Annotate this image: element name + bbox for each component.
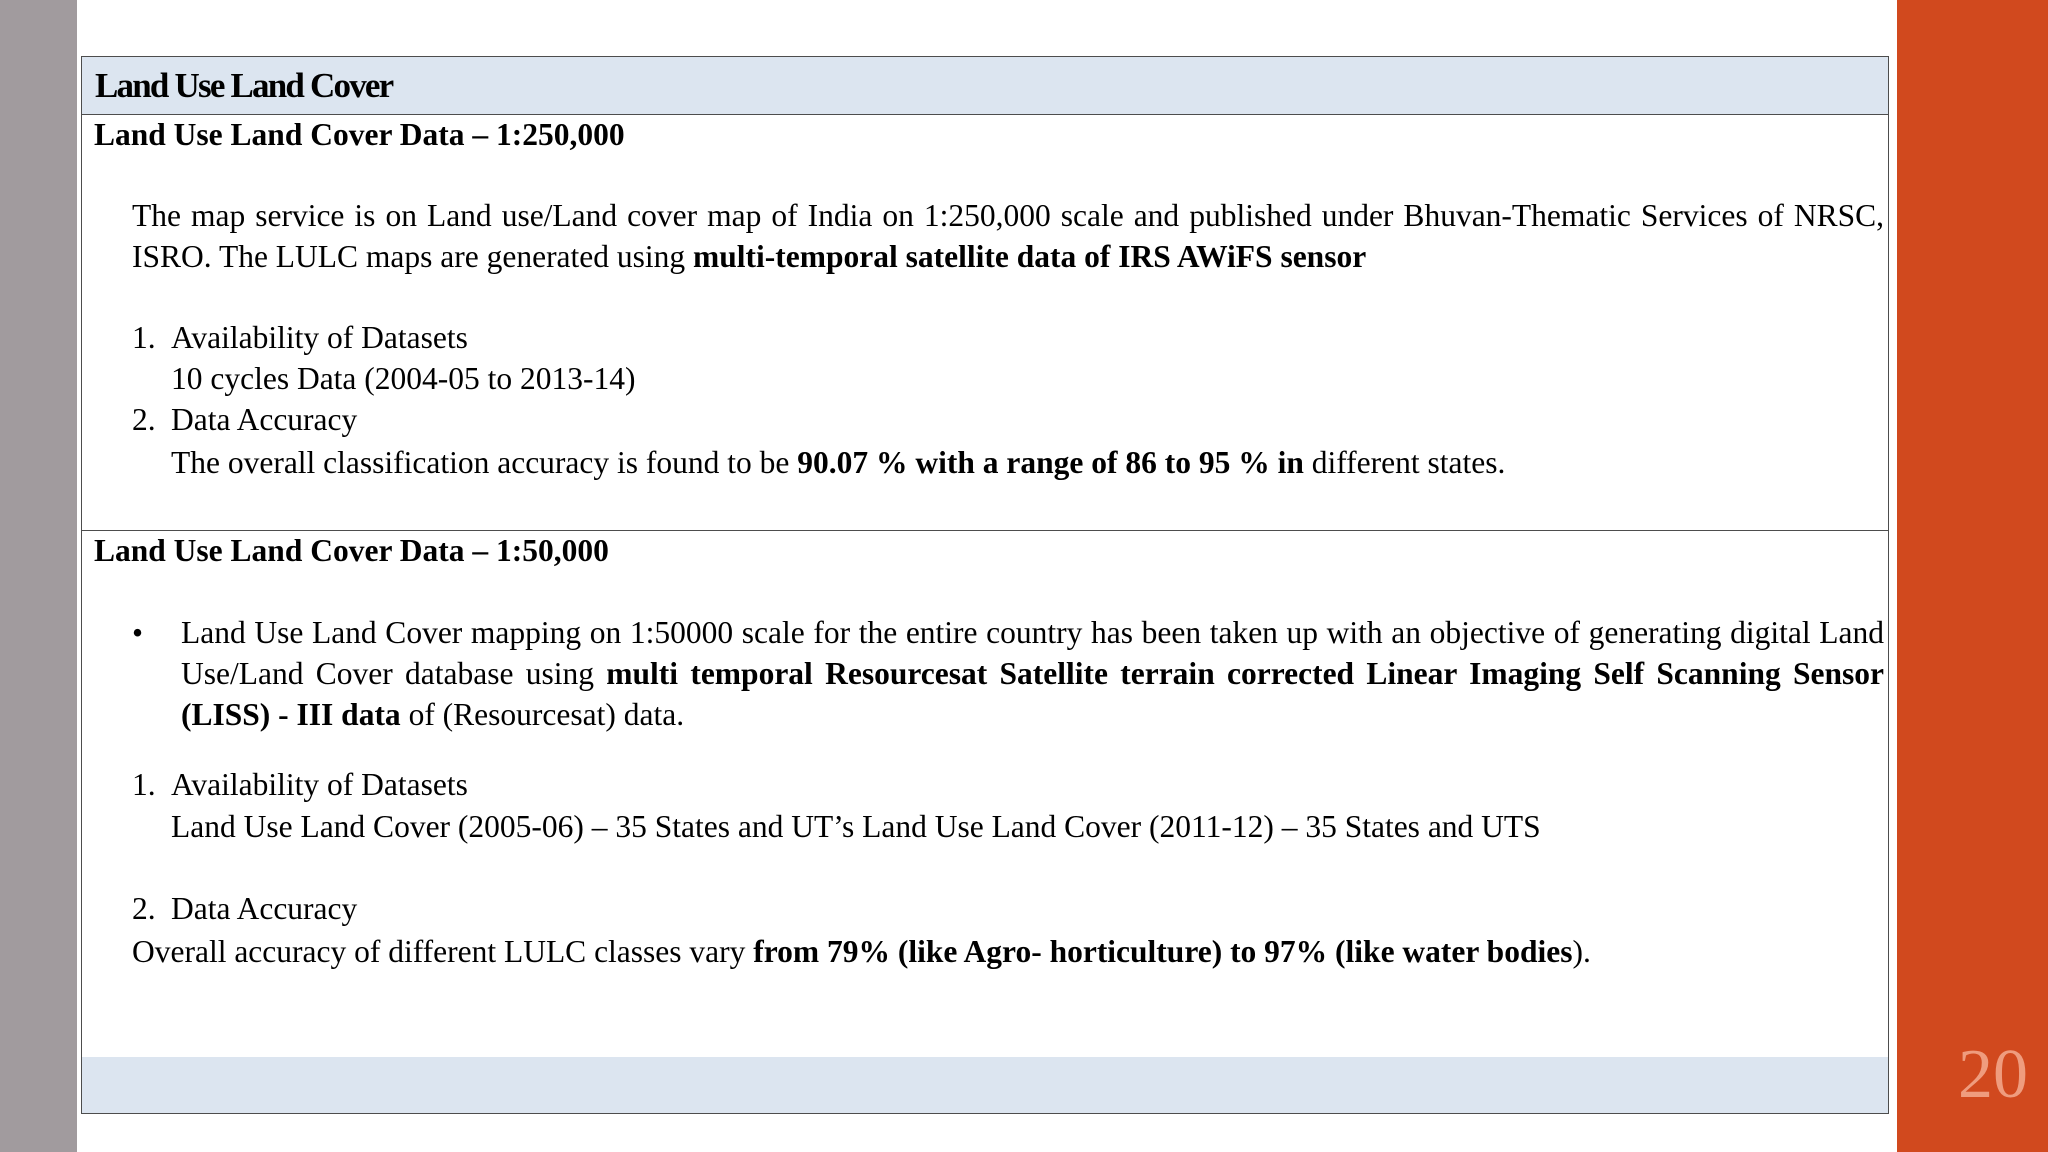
table-footer-row bbox=[82, 1057, 1888, 1113]
section-2-bullet-text bbox=[181, 613, 1884, 736]
left-accent-bar bbox=[0, 0, 77, 1152]
section-2-bullet-bold: multi temporal Resourcesat Satellite terrain corrected Linear Imaging Self Scanning Sensor (LISS) - III data bbox=[181, 655, 1885, 732]
section-1-item-2-title: Data Accuracy bbox=[171, 402, 358, 437]
page-number: 20 bbox=[1958, 1036, 2028, 1113]
section-1-item-2-text bbox=[171, 443, 1505, 484]
lulc-table bbox=[81, 56, 1889, 1114]
section-1-accuracy-suffix: different states. bbox=[1303, 445, 1506, 480]
section-2-title: Land Use Land Cover Data – 1:50,000 bbox=[94, 533, 609, 568]
section-2-bullet-plain: Land Use Land Cover mapping on 1:50000 scale for the entire country has been taken up with an objective of generating digital Land Use/Land Cover database using bbox=[181, 615, 1884, 691]
right-accent-bar bbox=[1897, 0, 2048, 1152]
section-1-accuracy-bold: 90.07 % with a range of 86 to 95 % in bbox=[797, 445, 1304, 480]
section-2-accuracy-text: Overall accuracy of different LULC classes vary bbox=[132, 934, 754, 969]
table-header-title: Land Use Land Cover bbox=[95, 66, 393, 105]
section-1-250k-cell bbox=[82, 115, 1888, 531]
section-2-item-2-text bbox=[132, 932, 1591, 973]
section-1-intro-bold: multi-temporal satellite data of IRS AWiFS sensor bbox=[693, 238, 1367, 274]
section-2-50k-cell bbox=[82, 531, 1888, 1063]
section-1-intro bbox=[132, 196, 1884, 278]
section-2-accuracy-bold: from 79% (like Agro- horticulture) to 97% (like water bodies bbox=[753, 934, 1573, 969]
section-2-item-2-number: 2. bbox=[132, 891, 156, 926]
section-2-item-2-title: Data Accuracy bbox=[171, 891, 358, 926]
section-1-item-1-text: 10 cycles Data (2004-05 to 2013-14) bbox=[171, 361, 636, 396]
table-header-row bbox=[82, 57, 1888, 115]
section-1-title: Land Use Land Cover Data – 1:250,000 bbox=[94, 117, 625, 152]
section-2-bullet-suffix: of (Resourcesat) data. bbox=[400, 696, 685, 732]
section-1-item-2-number: 2. bbox=[132, 402, 156, 437]
section-1-intro-text: The map service is on Land use/Land cover map of India on 1:250,000 scale and published under Bhuvan-Thematic Services of NRSC, ISRO. The LULC maps are generated using bbox=[132, 198, 1884, 274]
section-2-item-1-text: Land Use Land Cover (2005-06) – 35 States and UT’s Land Use Land Cover (2011-12) – 35 States and UTS bbox=[171, 809, 1541, 844]
section-1-item-1-number: 1. bbox=[132, 320, 156, 355]
section-2-item-1-title: Availability of Datasets bbox=[171, 767, 468, 802]
section-2-item-1-number: 1. bbox=[132, 767, 156, 802]
section-1-accuracy-text: The overall classification accuracy is found to be bbox=[171, 445, 798, 480]
section-2-accuracy-suffix: ). bbox=[1572, 934, 1591, 969]
section-2-bullet-symbol: • bbox=[132, 615, 144, 650]
section-1-item-1-title: Availability of Datasets bbox=[171, 320, 468, 355]
